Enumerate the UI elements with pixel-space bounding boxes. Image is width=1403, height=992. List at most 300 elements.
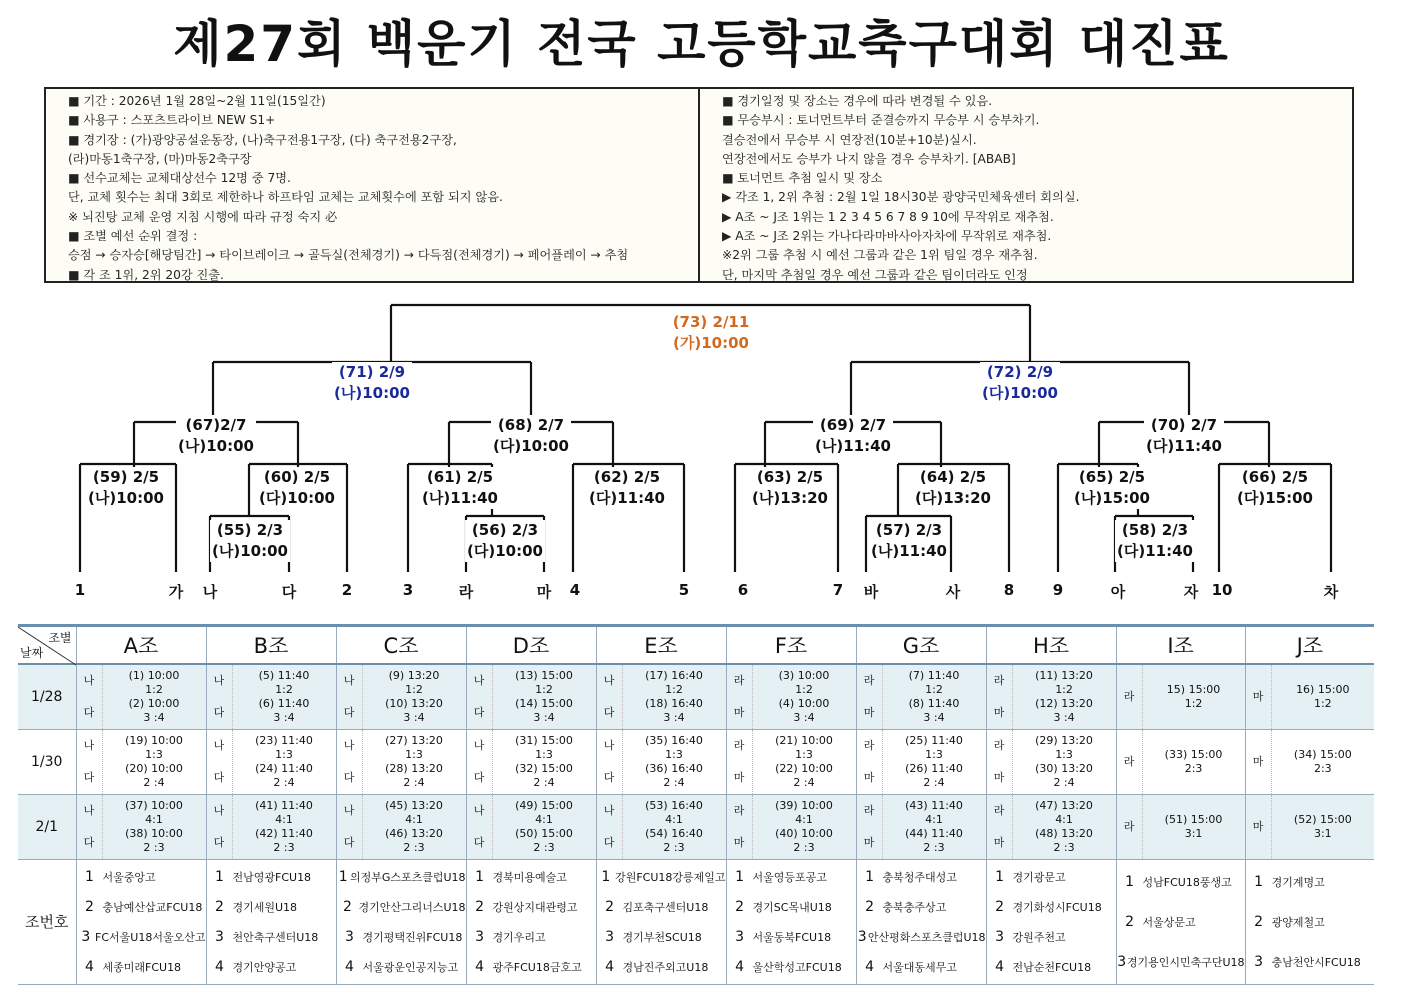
venue-cell [1116, 794, 1142, 859]
match-info: (48) 13:20 [1035, 826, 1093, 840]
venue-code: 나 [603, 803, 615, 817]
team-name: 강원상지대관령고 [492, 900, 578, 914]
round16-match-label [1235, 467, 1315, 509]
team-entry [727, 862, 856, 892]
match-cell [1012, 794, 1116, 859]
team-entry [337, 922, 466, 952]
match-time: (다)13:20 [915, 489, 991, 507]
team-number: 3 [1254, 953, 1264, 970]
team-entry [597, 892, 726, 922]
match-info: 1:3 [535, 747, 553, 761]
match-info: 2 :4 [663, 775, 685, 789]
info-line: 단, 마지막 추첨일 경우 예선 그룹과 같은 팀이더라도 인정 [722, 267, 1028, 282]
match-cell [622, 729, 726, 794]
info-line: 단, 교체 횟수는 최대 3회로 제한하나 하프타임 교체는 교체횟수에 포함 되지 않음. [68, 190, 503, 205]
match-number: (67)2/7 [185, 416, 247, 434]
team-entry [597, 952, 726, 982]
semifinal-match-label [332, 362, 412, 404]
venue-code: 다 [473, 705, 485, 719]
venue-code: 마 [863, 770, 875, 784]
round16-match-label [1072, 467, 1152, 509]
match-cell [752, 729, 856, 794]
match-info: 4:1 [405, 812, 423, 826]
match-cell [1012, 664, 1116, 730]
group-schedule-table [18, 624, 1374, 985]
team-name: 서울광운인공지능고 [362, 960, 459, 974]
venue-cell [206, 729, 232, 794]
match-info: (25) 11:40 [905, 733, 963, 747]
venue-cell [986, 729, 1012, 794]
match-info: (13) 15:00 [515, 668, 573, 682]
venue-cell [1116, 729, 1142, 794]
team-number: 2 [865, 898, 874, 915]
team-number: 3 [475, 928, 484, 945]
match-time: (다)10:00 [493, 437, 569, 455]
match-cell [102, 794, 206, 859]
match-info: (20) 10:00 [125, 761, 183, 775]
match-info: (44) 11:40 [905, 826, 963, 840]
venue-code: 다 [343, 705, 355, 719]
venue-cell [596, 664, 622, 730]
match-number: (65) 2/5 [1078, 468, 1146, 486]
team-entry [337, 892, 466, 922]
match-info: (54) 16:40 [645, 826, 703, 840]
match-cell [882, 664, 986, 730]
info-line: 승점 → 승자승[해당팀간] → 타이브레이크 → 골득실(전체경기) → 다득점(전체경기) → 페어플레이 → 추첨 [68, 248, 629, 263]
team-number: 3 [215, 928, 224, 945]
venue-cell [466, 729, 492, 794]
info-line: ▶ 각조 1, 2위 추첨 : 2월 1일 18시30분 광양국민체육센터 회의실. [722, 190, 1080, 205]
match-info: 4:1 [1055, 812, 1073, 826]
team-name: 경기안산그리너스U18 [358, 900, 466, 914]
bracket-slot: 7 [832, 581, 844, 599]
venue-code: 마 [733, 770, 745, 784]
team-name: 충북충주상고 [882, 900, 947, 914]
venue-cell [336, 664, 362, 730]
venue-code: 나 [473, 803, 485, 817]
match-info: 3 :4 [533, 710, 555, 724]
match-info: 3 :4 [793, 710, 815, 724]
team-number: 4 [475, 958, 484, 975]
match-info: 1:3 [145, 747, 163, 761]
match-info: (50) 15:00 [515, 826, 573, 840]
bracket-slot: 차 [1323, 583, 1339, 601]
team-entry [77, 922, 206, 952]
schedule-row [18, 794, 1374, 859]
group-team-list [856, 859, 986, 984]
match-cell [492, 794, 596, 859]
match-info: 2 :4 [1053, 775, 1075, 789]
group-team-list [466, 859, 596, 984]
match-number: (58) 2/3 [1121, 521, 1189, 539]
team-name: 김포축구센터U18 [622, 900, 709, 914]
venue-cell [206, 664, 232, 730]
team-number: 3 [735, 928, 744, 945]
team-entry [467, 922, 596, 952]
venue-cell [986, 794, 1012, 859]
match-number: (63) 2/5 [756, 468, 824, 486]
match-info: (53) 16:40 [645, 798, 703, 812]
team-name: 서울동북FCU18 [752, 930, 832, 944]
match-cell [622, 794, 726, 859]
bracket-slot: 다 [281, 583, 297, 601]
team-entry [857, 952, 986, 982]
bracket-slot: 바 [863, 583, 879, 601]
schedule-row [18, 729, 1374, 794]
match-info: 1:2 [795, 682, 813, 696]
team-number: 4 [995, 958, 1004, 975]
team-number: 2 [215, 898, 224, 915]
match-cell [1271, 794, 1374, 859]
match-number: (68) 2/7 [497, 416, 565, 434]
match-info: 1:2 [405, 682, 423, 696]
match-info: (19) 10:00 [125, 733, 183, 747]
match-info: (40) 10:00 [775, 826, 833, 840]
team-name: 강원주천고 [1012, 930, 1066, 944]
venue-code: 다 [83, 705, 95, 719]
team-name: 경기안양공고 [232, 960, 297, 974]
team-number: 3 [81, 928, 91, 945]
bracket-slot: 아 [1110, 583, 1126, 601]
corner-bottom-label: 날짜 [20, 645, 44, 660]
team-number: 1 [85, 868, 94, 885]
team-entry [987, 952, 1116, 982]
match-info: 1:2 [1184, 696, 1203, 710]
info-line: 결승전에서 무승부 시 연장전(10분+10분)실시. [722, 132, 977, 147]
team-entry [77, 892, 206, 922]
team-entry [727, 922, 856, 952]
match-info: 16) 15:00 [1296, 682, 1350, 696]
venue-code: 마 [993, 770, 1005, 784]
match-info: (30) 13:20 [1035, 761, 1093, 775]
team-entry [1246, 902, 1375, 942]
match-number: (66) 2/5 [1241, 468, 1309, 486]
match-info: 3 :4 [663, 710, 685, 724]
match-info: 2 :4 [143, 775, 165, 789]
bracket-slot: 5 [678, 581, 690, 599]
venue-code: 나 [473, 738, 485, 752]
match-number: (72) 2/9 [986, 363, 1054, 381]
match-info: 1:3 [795, 747, 813, 761]
team-name: 경기광문고 [1012, 870, 1066, 884]
team-number: 4 [345, 958, 354, 975]
round16-match-label [86, 467, 166, 509]
match-number: (59) 2/5 [92, 468, 160, 486]
team-entry [857, 862, 986, 892]
info-line: ■ 무승부시 : 토너먼트부터 준결승까지 무승부 시 승부차기. [722, 113, 1040, 128]
info-line: ■ 조별 예선 순위 결정 : [68, 229, 198, 244]
venue-cell [1116, 664, 1142, 730]
team-name: 광주FCU18금호고 [492, 960, 582, 974]
match-cell [1012, 729, 1116, 794]
venue-code: 다 [603, 705, 615, 719]
match-time: (나)11:40 [815, 437, 891, 455]
match-info: (34) 15:00 [1293, 747, 1352, 761]
venue-cell [206, 794, 232, 859]
round16-match-label [257, 467, 337, 509]
match-cell [232, 664, 336, 730]
venue-code: 나 [213, 738, 225, 752]
venue-code: 마 [1252, 754, 1264, 768]
team-name: 경기용인시민축구단U18 [1126, 955, 1245, 969]
match-info: 3 :4 [273, 710, 295, 724]
match-info: (31) 15:00 [515, 733, 573, 747]
schedule-date: 1/28 [18, 664, 76, 730]
venue-code: 라 [993, 738, 1005, 752]
group-header: G조 [856, 626, 986, 664]
venue-code: 라 [863, 673, 875, 687]
match-info: 4:1 [145, 812, 163, 826]
venue-code: 라 [1123, 689, 1135, 703]
quarterfinal-match-label [176, 415, 256, 457]
info-line: (라)마동1축구장, (마)마동2축구장 [68, 151, 252, 166]
team-number: 1 [475, 868, 484, 885]
match-info: 2 :3 [663, 840, 685, 854]
schedule-row [18, 664, 1374, 730]
match-info: (6) 11:40 [258, 696, 310, 710]
team-entry [987, 862, 1116, 892]
match-info: 1:3 [405, 747, 423, 761]
venue-cell [466, 794, 492, 859]
match-cell [1142, 664, 1245, 730]
bracket-slot: 나 [202, 583, 218, 601]
venue-cell [856, 729, 882, 794]
bracket-slot: 10 [1211, 581, 1233, 599]
match-time: (나)11:40 [422, 489, 498, 507]
match-info: (22) 10:00 [775, 761, 833, 775]
team-number: 4 [215, 958, 224, 975]
team-entry [207, 862, 336, 892]
page-title: 제27회 백운기 전국 고등학교축구대회 대진표 [173, 15, 1230, 73]
match-info: 3 :4 [143, 710, 165, 724]
venue-cell [856, 664, 882, 730]
match-time: (나)10:00 [334, 384, 410, 402]
venue-code: 라 [1123, 819, 1135, 833]
match-info: (39) 10:00 [775, 798, 833, 812]
match-number: (57) 2/3 [875, 521, 943, 539]
team-entry [207, 952, 336, 982]
schedule-header-row [18, 626, 1374, 664]
match-info: (4) 10:00 [778, 696, 830, 710]
match-info: 4:1 [665, 812, 683, 826]
match-info: (37) 10:00 [125, 798, 183, 812]
team-entry [857, 922, 986, 952]
corner-top-label: 조별 [48, 631, 72, 645]
match-info: (12) 13:20 [1035, 696, 1093, 710]
venue-code: 라 [863, 803, 875, 817]
venue-code: 다 [213, 770, 225, 784]
round16-match-label [750, 467, 830, 509]
info-box [44, 87, 1354, 283]
group-team-list [596, 859, 726, 984]
match-info: (29) 13:20 [1035, 733, 1093, 747]
bracket-slot: 9 [1052, 581, 1064, 599]
team-number: 2 [475, 898, 484, 915]
match-info: 2 :3 [923, 840, 945, 854]
match-info: (33) 15:00 [1164, 747, 1223, 761]
match-info: (5) 11:40 [258, 668, 310, 682]
venue-cell [1245, 794, 1271, 859]
team-entry [597, 862, 726, 892]
venue-code: 라 [733, 803, 745, 817]
team-number: 4 [85, 958, 94, 975]
venue-code: 라 [993, 673, 1005, 687]
match-info: (49) 15:00 [515, 798, 573, 812]
venue-code: 다 [343, 835, 355, 849]
group-team-list [986, 859, 1116, 984]
team-name: 경기부천SCU18 [622, 930, 702, 944]
match-info: (42) 11:40 [255, 826, 313, 840]
match-info: 2 :4 [923, 775, 945, 789]
team-name: 경기화성시FCU18 [1012, 900, 1102, 914]
venue-code: 다 [343, 770, 355, 784]
team-number: 3 [995, 928, 1004, 945]
team-name: 경남진주외고U18 [622, 960, 709, 974]
match-time: (가)10:00 [673, 334, 749, 352]
venue-code: 나 [343, 673, 355, 687]
info-line: ▶ A조 ~ J조 2위는 가나다라마바사아자차에 무작위로 재추첨. [722, 229, 1052, 244]
match-info: 1:3 [665, 747, 683, 761]
team-name: 경기세원U18 [232, 900, 298, 914]
team-number: 1 [1125, 873, 1134, 890]
info-line: ※2위 그룹 추첨 시 예선 그룹과 같은 1위 팀일 경우 재추첨. [722, 248, 1038, 263]
team-name: 서울상문고 [1142, 915, 1196, 929]
match-info: (43) 11:40 [905, 798, 963, 812]
venue-code: 라 [1123, 754, 1135, 768]
team-entry [337, 862, 466, 892]
match-info: 3:1 [1184, 826, 1203, 840]
match-cell [752, 664, 856, 730]
round20-match-label [869, 520, 949, 562]
match-time: (나)10:00 [212, 542, 288, 560]
match-info: 1:2 [1055, 682, 1073, 696]
venue-code: 마 [1252, 689, 1264, 703]
venue-code: 나 [83, 673, 95, 687]
match-info: 1:2 [275, 682, 293, 696]
round20-match-label [1115, 520, 1195, 562]
venue-cell [76, 794, 102, 859]
match-info: 3:1 [1313, 826, 1332, 840]
quarterfinal-match-label [491, 415, 571, 457]
match-time: (나)10:00 [178, 437, 254, 455]
venue-cell [76, 664, 102, 730]
info-line: ■ 각 조 1위, 2위 20강 진출. [68, 267, 224, 282]
match-cell [232, 794, 336, 859]
match-info: (35) 16:40 [645, 733, 703, 747]
team-name: 광양제철고 [1271, 915, 1325, 929]
venue-code: 나 [343, 738, 355, 752]
schedule-date: 2/1 [18, 794, 76, 859]
final-match-label [671, 312, 752, 354]
table-corner-header [18, 626, 76, 664]
venue-code: 마 [733, 705, 745, 719]
match-time: (다)11:40 [589, 489, 665, 507]
match-cell [752, 794, 856, 859]
bracket-slot: 3 [402, 581, 414, 599]
venue-cell [726, 794, 752, 859]
match-info: (41) 11:40 [255, 798, 313, 812]
venue-code: 다 [603, 770, 615, 784]
match-time: (나)15:00 [1074, 489, 1150, 507]
match-cell [1271, 729, 1374, 794]
info-line: ■ 기간 : 2026년 1월 28일~2월 11일(15일간) [68, 94, 326, 108]
team-number: 3 [857, 928, 867, 945]
match-info: (3) 10:00 [778, 668, 830, 682]
match-info: (47) 13:20 [1035, 798, 1093, 812]
group-header: E조 [596, 626, 726, 664]
team-entry [987, 922, 1116, 952]
team-name: 세종미래FCU18 [102, 960, 182, 974]
match-info: 1:2 [1313, 696, 1332, 710]
match-time: (다)10:00 [259, 489, 335, 507]
semifinal-match-label [980, 362, 1060, 404]
venue-code: 다 [213, 835, 225, 849]
match-info: (51) 15:00 [1164, 812, 1223, 826]
group-header: J조 [1245, 626, 1374, 664]
team-name: 의정부G스포츠클럽U18 [349, 870, 466, 884]
match-info: (17) 16:40 [645, 668, 703, 682]
match-info: (21) 10:00 [775, 733, 833, 747]
group-team-list [336, 859, 466, 984]
match-time: (다)11:40 [1117, 542, 1193, 560]
team-name: FC서울U18서울오산고 [95, 930, 206, 944]
team-name: 경기우리고 [492, 930, 546, 944]
info-left [46, 89, 700, 281]
match-info: 1:3 [1055, 747, 1073, 761]
venue-code: 마 [1252, 819, 1264, 833]
match-info: (32) 15:00 [515, 761, 573, 775]
match-info: 2:3 [1313, 761, 1332, 775]
team-name: 전남영광FCU18 [232, 870, 312, 884]
team-number: 1 [215, 868, 224, 885]
match-cell [622, 664, 726, 730]
match-info: 2:3 [1184, 761, 1203, 775]
team-name: 서울대동세무고 [882, 960, 957, 974]
match-cell [1271, 664, 1374, 730]
team-number: 1 [1254, 873, 1264, 890]
team-number: 4 [605, 958, 614, 975]
team-name: 서울중앙고 [102, 870, 156, 884]
venue-code: 나 [603, 738, 615, 752]
venue-code: 다 [83, 835, 95, 849]
match-cell [362, 664, 466, 730]
match-cell [1142, 729, 1245, 794]
team-entry [467, 862, 596, 892]
match-info: (24) 11:40 [255, 761, 313, 775]
match-info: 2 :3 [273, 840, 295, 854]
match-number: (70) 2/7 [1150, 416, 1218, 434]
team-number: 2 [605, 898, 614, 915]
venue-cell [726, 729, 752, 794]
match-info: 1:2 [925, 682, 943, 696]
match-info: 4:1 [795, 812, 813, 826]
team-name: 성남FCU18풍생고 [1142, 875, 1232, 889]
team-number: 1 [735, 868, 744, 885]
match-time: (다)15:00 [1237, 489, 1313, 507]
match-number: (61) 2/5 [426, 468, 494, 486]
bracket-slot: 자 [1183, 583, 1199, 601]
match-info: 2 :4 [403, 775, 425, 789]
match-info: (7) 11:40 [908, 668, 960, 682]
team-name: 천안축구센터U18 [232, 930, 319, 944]
team-entry [1117, 942, 1245, 982]
match-number: (64) 2/5 [919, 468, 987, 486]
venue-code: 마 [863, 835, 875, 849]
venue-code: 나 [83, 738, 95, 752]
match-info: 1:2 [535, 682, 553, 696]
info-right [700, 89, 1352, 281]
round16-match-label [587, 467, 667, 509]
